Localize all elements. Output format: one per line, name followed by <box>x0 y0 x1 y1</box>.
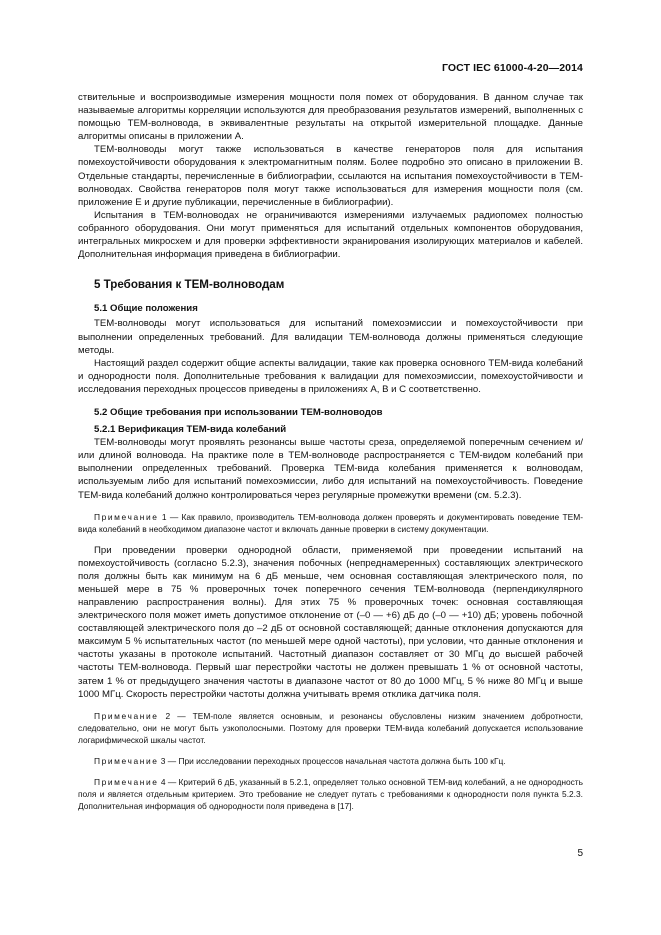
section-5-2-1-paragraph-2: При проведении проверки однородной области, применяемой при проведении испытаний на помехоустойчивость (согласно 5.2.3), значения побочных (непреднамеренных) составляющих электрического поля должны быть как минимум на 6 дБ меньше, чем основная составляющая электрического поля, по меньшей мере в 75 % проверочных точек поперечного сечения ТЕМ-волновода (перпендикулярного направлению распространения волны). Для этих 75 % проверочных точек: основная составляющая электрического поля может иметь допустимое отклонение от (–0 — +6) дБ до (–0 — +10) дБ; уровень побочной составляющей электрического поля до –2 дБ от основной составляющей; данные отклонения допускаются для максимум 5 % испытательных частот (по меньшей мере одной частоты), при условии, что данные отклонения и частоты указаны в протоколе испытаний. Частотный диапазон составляет от 30 МГц до высшей рабочей частоты ТЕМ-волновода. Первый шаг перестройки частоты не должен превышать 1 % от основной частоты, затем 1 % от предыдущего значения частоты в диапазоне частот от 80 до 1000 МГц, 5 % ниже 80 МГц и выше 1000 МГц. Скорость перестройки частоты должна учитывать время отклика датчика поля. <box>78 544 583 700</box>
note-4 <box>78 776 583 812</box>
section-5-1-paragraph-1: ТЕМ-волноводы могут использоваться для испытаний помехоэмиссии и помехоустойчивости при выполнении определенных требований. Для валидации ТЕМ-волновода должны применяться следующие методы. <box>78 318 583 356</box>
note-2-label: Примечание <box>94 710 159 721</box>
section-5-2-1-title: 5.2.1 Верификация ТЕМ-вида колебаний <box>94 424 287 436</box>
note-3-text: 3 — При исследовании переходных процессов начальная частота должна быть 100 кГц. <box>158 755 506 766</box>
section-5-2-1-paragraph-1: ТЕМ-волноводы могут проявлять резонансы выше частоты среза, определяемой поперечным сечением и/или длиной волновода. На практике поле в ТЕМ-волноводе распространяется с ТЕМ-видом колебаний при выполнении определенных требований. Проверка ТЕМ-вида колебания применяется к волноводам, используемым либо для испытаний помехоэмиссии, либо для испытаний на помехоустойчивость. Поведение ТЕМ-вида колебаний должно контролироваться через регулярные промежутки времени (см. 5.2.3). <box>78 437 583 501</box>
intro-paragraph-1: ствительные и воспроизводимые измерения мощности поля помех от оборудования. В данном случае так называемые алгоритмы корреляции используются для преобразования результатов измерений, выполненных с помощью ТЕМ-волновода, в эквивалентные результаты на открытой измерительной площадке. Данные алгоритмы описаны в приложении А. <box>78 92 583 143</box>
page-content <box>78 91 583 821</box>
note-1-label: Примечание <box>94 511 159 522</box>
page-number: 5 <box>577 848 583 859</box>
section-5-1-paragraph-2: Настоящий раздел содержит общие аспекты валидации, такие как проверка основного ТЕМ-вида колебаний и однородности поля. Дополнительные требования к валидации для помехоэмиссии, помехоустойчивости и исследования переходных процессов приведены в приложениях А, В и С соответственно. <box>78 357 583 395</box>
note-1-text: 1 — Как правило, производитель ТЕМ-волновода должен проверять и документировать поведение ТЕМ-вида колебаний в необходимом диапазоне частот и включать данные проверки в систему документации. <box>78 511 583 534</box>
note-2-text: 2 — ТЕМ-поле является основным, и резонансы обусловлены низким значением добротности, следовательно, они не могут быть узкополосными. Поэтому для проверки ТЕМ-вида колебаний допускается использование логарифмической шкалы частот. <box>78 710 583 745</box>
note-4-text: 4 — Критерий 6 дБ, указанный в 5.2.1, определяет только основной ТЕМ-вид колебаний, а не однородность поля и является отдельным критерием. Это требование не следует путать с требованиями к однородности поля пункта 5.2.3. Дополнительная информация об однородности поля приведена в [17]. <box>78 776 583 811</box>
note-1 <box>78 511 583 535</box>
section-5-title: 5 Требования к ТЕМ-волноводам <box>94 278 285 292</box>
note-4-label: Примечание <box>94 776 159 787</box>
note-2 <box>78 710 583 746</box>
intro-paragraph-2: ТЕМ-волноводы могут также использоваться в качестве генераторов поля для испытания помехоустойчивости оборудования к электромагнитным полям. Более подробно это описано в приложении В. Отдельные стандарты, перечисленные в библиографии, ссылаются на испытания помехоустойчивости в ТЕМ-волноводах. Свойства генераторов поля могут также использоваться для измерения мощности поля (см. приложение Е и другие публикации, перечисленные в библиографии). <box>78 144 583 208</box>
intro-paragraph-3: Испытания в ТЕМ-волноводах не ограничиваются измерениями излучаемых радиопомех полностью собранного оборудования. Они могут применяться для испытаний отдельных компонентов оборудования, интегральных микросхем и для проверки эффективности экранирования изолирующих материалов и кабелей. Дополнительная информация приведена в библиографии. <box>78 209 583 261</box>
section-5-1-title: 5.1 Общие положения <box>94 303 198 315</box>
note-3 <box>78 755 583 767</box>
section-5-2-title: 5.2 Общие требования при использовании ТЕМ-волноводов <box>94 406 383 418</box>
standard-header: ГОСТ IEC 61000-4-20—2014 <box>441 62 583 74</box>
note-3-label: Примечание <box>94 755 159 766</box>
